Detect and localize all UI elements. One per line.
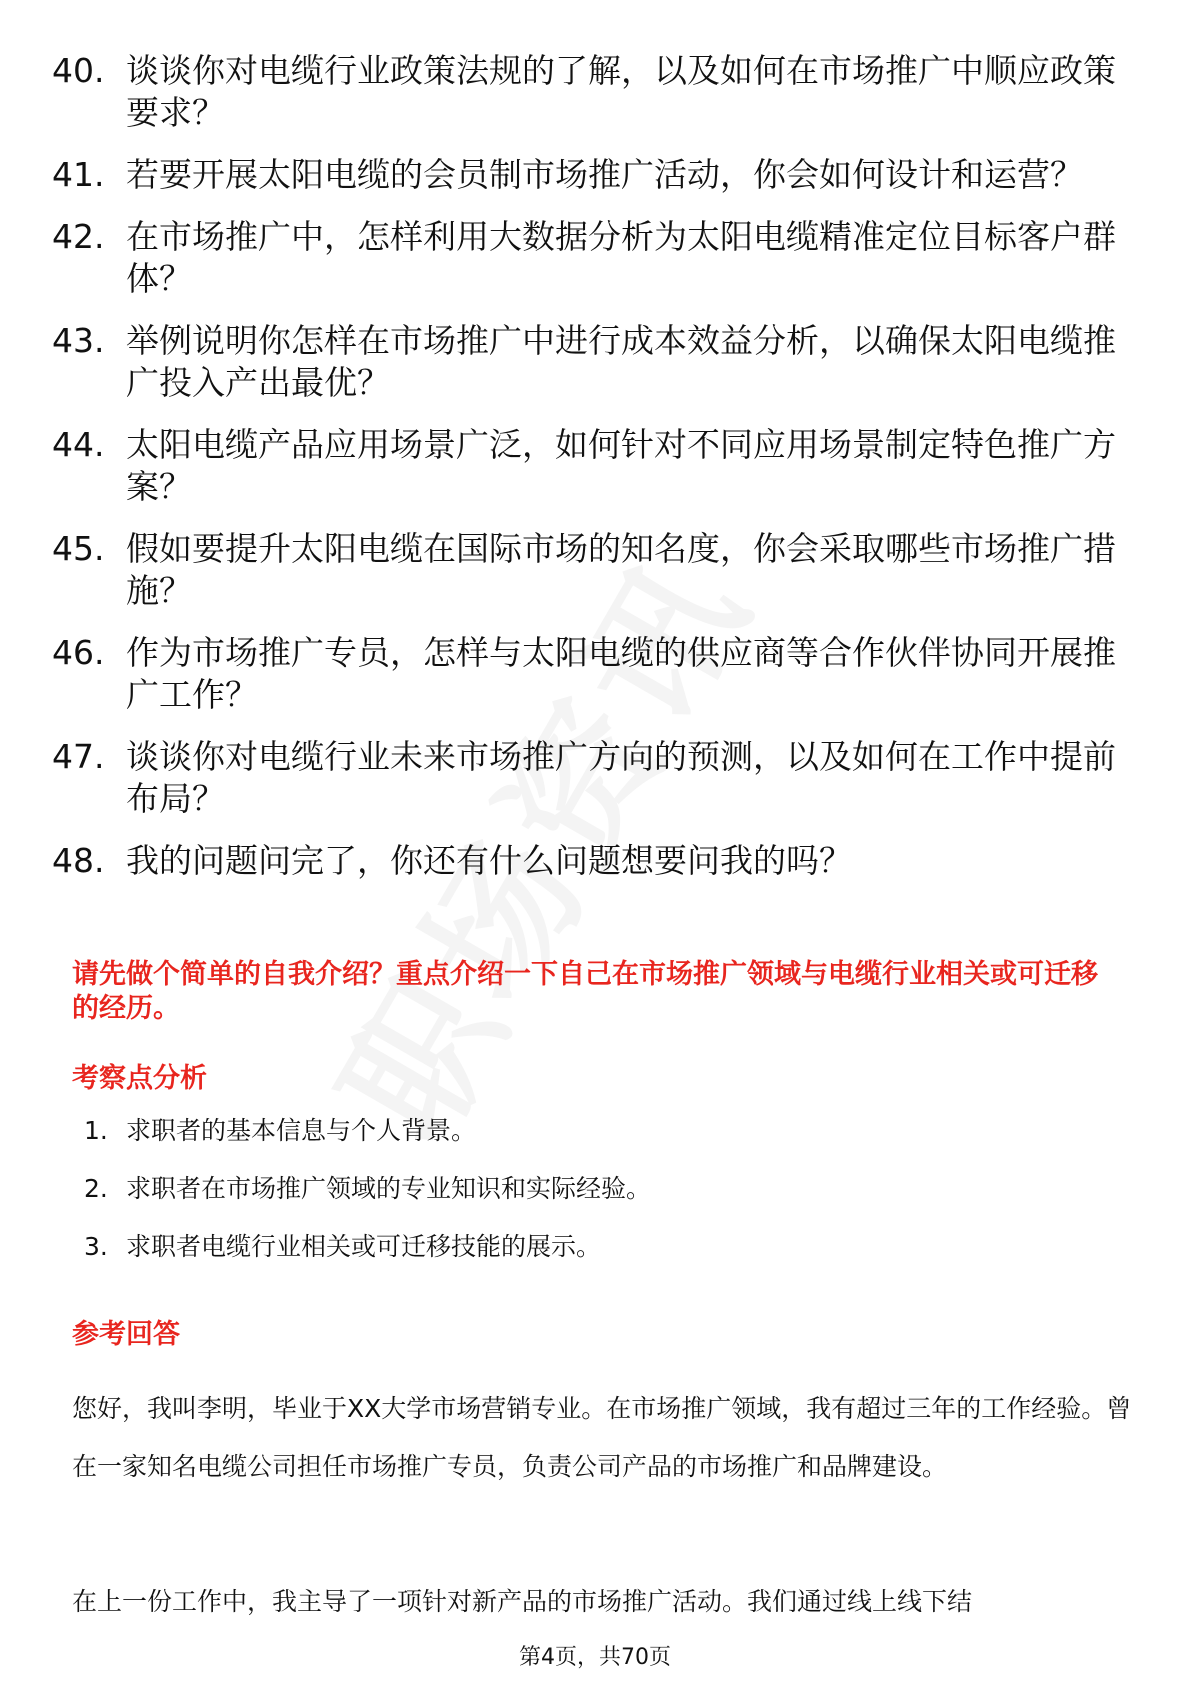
list-item-number: 2.	[84, 1174, 108, 1203]
page-footer: 第4页，共70页	[519, 1645, 671, 1670]
question-item	[52, 50, 1132, 134]
question-number: 47.	[52, 737, 105, 776]
question-item	[52, 216, 1132, 300]
question-item	[52, 528, 1132, 612]
list-item	[84, 1116, 1084, 1146]
question-number: 46.	[52, 633, 105, 672]
list-item-text: 求职者在市场推广领域的专业知识和实际经验。	[126, 1174, 652, 1203]
question-number: 43.	[52, 321, 105, 360]
question-text: 作为市场推广专员，怎样与太阳电缆的供应商等合作伙伴协同开展推广工作？	[126, 633, 1116, 714]
question-item	[52, 424, 1132, 508]
question-text: 在市场推广中，怎样利用大数据分析为太阳电缆精准定位目标客户群体？	[126, 217, 1116, 298]
question-item	[52, 320, 1132, 404]
question-text: 谈谈你对电缆行业未来市场推广方向的预测，以及如何在工作中提前布局？	[126, 737, 1116, 818]
answer-paragraph: 您好，我叫李明，毕业于XX大学市场营销专业。在市场推广领域，我有超过三年的工作经验。曾在一家知名电缆公司担任市场推广专员，负责公司产品的市场推广和品牌建设。	[72, 1394, 1132, 1481]
question-text: 谈谈你对电缆行业政策法规的了解，以及如何在市场推广中顺应政策要求？	[126, 51, 1116, 132]
question-text: 太阳电缆产品应用场景广泛，如何针对不同应用场景制定特色推广方案？	[126, 425, 1116, 506]
answer-paragraph: 在上一份工作中，我主导了一项针对新产品的市场推广活动。我们通过线上线下结	[72, 1587, 973, 1616]
analysis-heading: 考察点分析	[72, 1063, 207, 1094]
question-text: 我的问题问完了，你还有什么问题想要问我的吗？	[126, 841, 852, 880]
list-item-number: 1.	[84, 1116, 108, 1145]
question-item	[52, 154, 1132, 196]
list-item-number: 3.	[84, 1232, 108, 1261]
list-item-text: 求职者电缆行业相关或可迁移技能的展示。	[126, 1232, 602, 1261]
question-list	[52, 50, 1132, 902]
analysis-list	[84, 1116, 1084, 1290]
question-text: 举例说明你怎样在市场推广中进行成本效益分析，以确保太阳电缆推广投入产出最优？	[126, 321, 1116, 402]
question-number: 45.	[52, 529, 105, 568]
highlight-question: 请先做个简单的自我介绍？重点介绍一下自己在市场推广领域与电缆行业相关或可迁移的经历。	[72, 959, 1098, 1024]
list-item-text: 求职者的基本信息与个人背景。	[126, 1116, 477, 1145]
answer-heading: 参考回答	[72, 1319, 180, 1350]
list-item	[84, 1174, 1084, 1204]
question-text: 假如要提升太阳电缆在国际市场的知名度，你会采取哪些市场推广措施？	[126, 529, 1116, 610]
question-text: 若要开展太阳电缆的会员制市场推广活动，你会如何设计和运营？	[126, 155, 1083, 194]
question-item	[52, 736, 1132, 820]
question-item	[52, 840, 1132, 882]
question-item	[52, 632, 1132, 716]
question-number: 44.	[52, 425, 105, 464]
question-number: 42.	[52, 217, 105, 256]
question-number: 48.	[52, 841, 105, 880]
list-item	[84, 1232, 1084, 1262]
question-number: 41.	[52, 155, 105, 194]
question-number: 40.	[52, 51, 105, 90]
